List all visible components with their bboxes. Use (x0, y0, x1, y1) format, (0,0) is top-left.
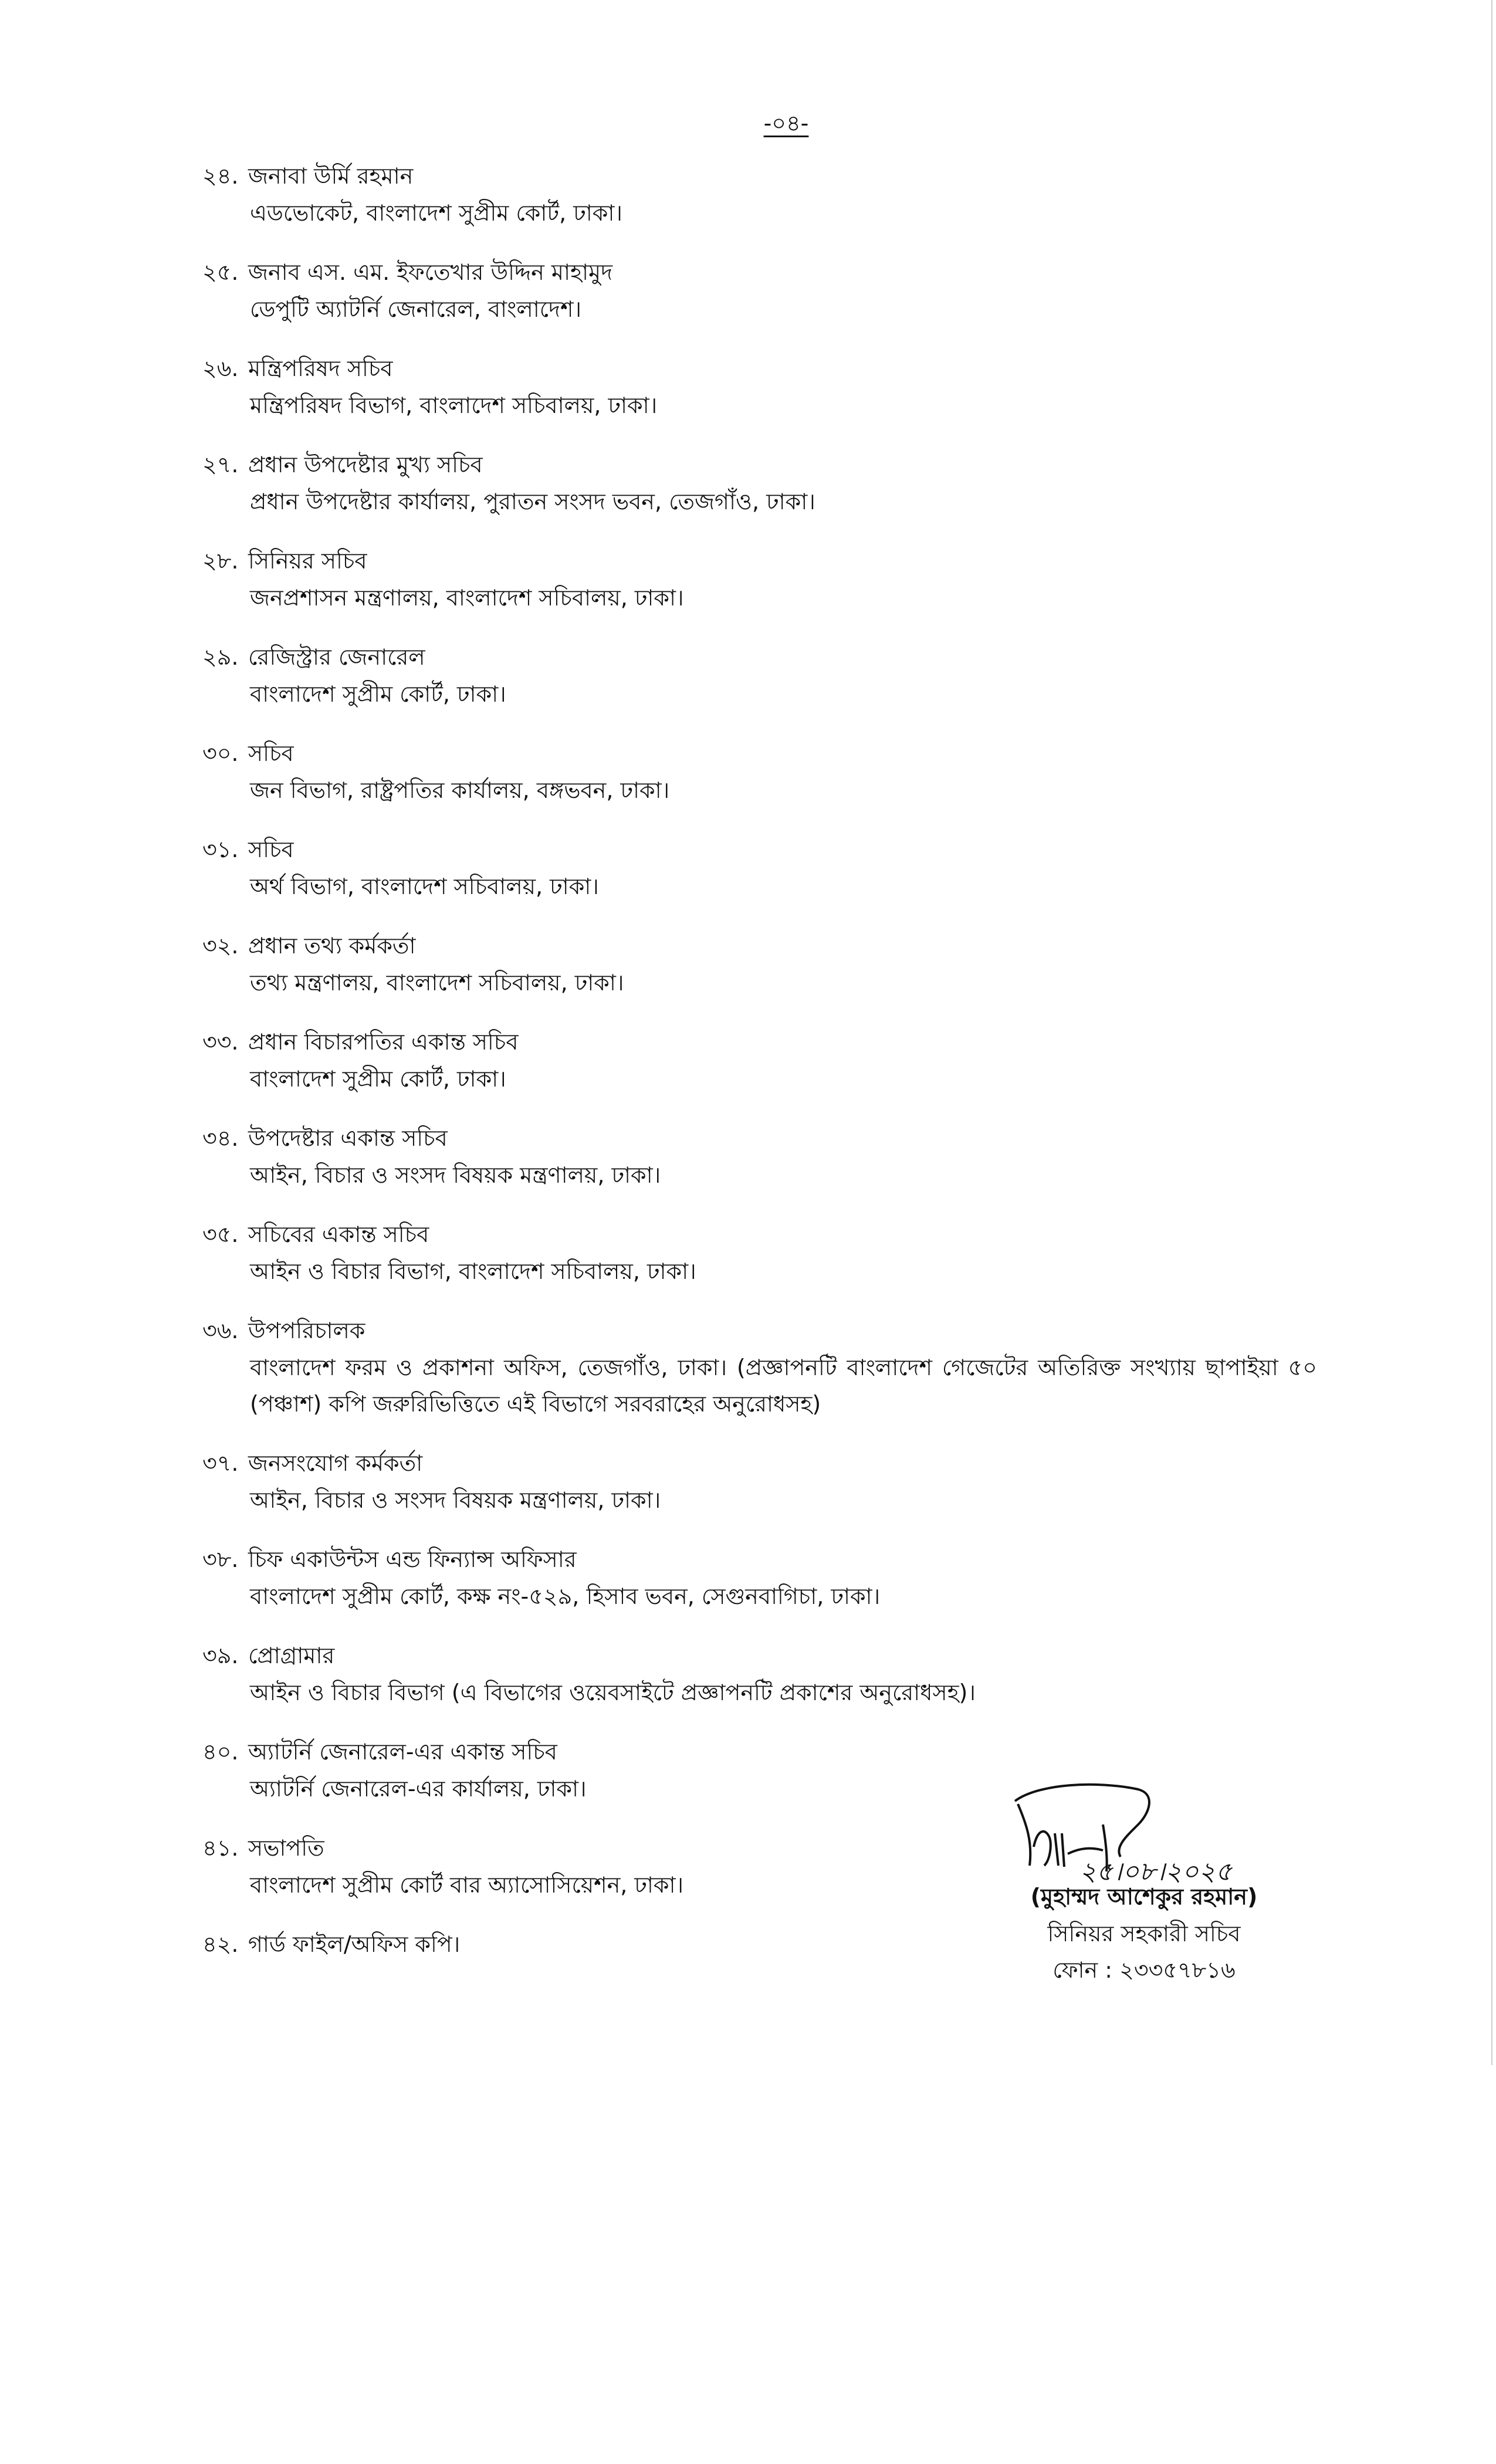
item-number: ৩১. (202, 837, 239, 862)
item-detail: বাংলাদেশ সুপ্রীম কোর্ট, ঢাকা। (250, 1066, 506, 1092)
item-title: রেজিস্ট্রার জেনারেল (248, 644, 425, 670)
item-number: ২৯. (202, 644, 239, 670)
item-detail: জন বিভাগ, রাষ্ট্রপতির কার্যালয়, বঙ্গভবন, ঢাকা। (250, 777, 670, 803)
item-detail: ডেপুটি অ্যাটর্নি জেনারেল, বাংলাদেশ। (250, 296, 582, 322)
signer-phone: ফোন : ২৩৩৫৭৮১৬ (1052, 1957, 1236, 1983)
signature-date: ২৫।০৮।২০২৫ (1079, 1857, 1233, 1887)
item-title: সভাপতি (248, 1835, 324, 1861)
item-number: ৩৮. (202, 1546, 239, 1572)
list-item (202, 927, 1317, 1001)
item-title: চিফ একাউন্টস এন্ড ফিন্যান্স অফিসার (248, 1546, 577, 1572)
item-detail: আইন, বিচার ও সংসদ বিষয়ক মন্ত্রণালয়, ঢাকা। (250, 1162, 661, 1188)
item-title: জনসংযোগ কর্মকর্তা (248, 1450, 423, 1476)
list-item (202, 1312, 1317, 1422)
item-title: প্রোগ্রামার (248, 1643, 335, 1668)
page-number: -০৪- (763, 110, 809, 136)
item-number: ২৪. (202, 163, 239, 189)
signer-name: (মুহাম্মদ আশেকুর রহমান) (1030, 1884, 1258, 1910)
item-number: ২৭. (202, 452, 239, 478)
list-item (202, 638, 1317, 712)
item-title: প্রধান তথ্য কর্মকর্তা (248, 933, 416, 959)
item-number: ৪০. (202, 1739, 239, 1765)
item-title: উপদেষ্টার একান্ত সচিব (248, 1125, 448, 1151)
item-number: ৪২. (202, 1931, 239, 1957)
item-number: ২৬. (202, 356, 239, 381)
list-item (202, 1119, 1317, 1193)
item-detail: বাংলাদেশ সুপ্রীম কোর্ট, কক্ষ নং-৫২৯, হিসাব ভবন, সেগুনবাগিচা, ঢাকা। (250, 1583, 881, 1609)
list-item (202, 446, 1317, 520)
list-item (202, 1023, 1317, 1097)
list-item (202, 253, 1317, 327)
item-detail: বাংলাদেশ সুপ্রীম কোর্ট, ঢাকা। (250, 681, 506, 707)
list-item (202, 1541, 1317, 1615)
item-detail: এডভোকেট, বাংলাদেশ সুপ্রীম কোর্ট, ঢাকা। (250, 200, 622, 226)
list-item (202, 1637, 1317, 1711)
item-title: জনাব এস. এম. ইফতেখার উদ্দিন মাহামুদ (248, 259, 613, 285)
list-item (202, 157, 1317, 231)
distribution-list (202, 157, 1317, 1985)
list-item (202, 350, 1317, 424)
item-number: ৩৩. (202, 1029, 239, 1055)
list-item (202, 1216, 1317, 1289)
item-title: অ্যাটর্নি জেনারেল-এর একান্ত সচিব (248, 1739, 557, 1765)
item-detail: অর্থ বিভাগ, বাংলাদেশ সচিবালয়, ঢাকা। (250, 874, 599, 899)
list-item (202, 831, 1317, 905)
item-detail: বাংলাদেশ সুপ্রীম কোর্ট বার অ্যাসোসিয়েশন, ঢাকা। (250, 1872, 684, 1898)
item-number: ৩৯. (202, 1643, 239, 1668)
item-number: ২৫. (202, 259, 239, 285)
item-title: সিনিয়র সচিব (248, 548, 367, 574)
item-title: উপপরিচালক (248, 1318, 365, 1343)
item-title: মন্ত্রিপরিষদ সচিব (248, 356, 393, 381)
item-detail: প্রধান উপদেষ্টার কার্যালয়, পুরাতন সংসদ ভবন, তেজগাঁও, ঢাকা। (250, 489, 815, 515)
signer-designation: সিনিয়র সহকারী সচিব (1047, 1921, 1241, 1947)
signature-block (1003, 1778, 1308, 2001)
item-detail: অ্যাটর্নি জেনারেল-এর কার্যালয়, ঢাকা। (250, 1776, 587, 1802)
list-item (202, 1444, 1317, 1518)
item-detail: আইন ও বিচার বিভাগ (এ বিভাগের ওয়েবসাইটে প্রজ্ঞাপনটি প্রকাশের অনুরোধসহ)। (250, 1680, 976, 1705)
item-title: সচিব (248, 837, 294, 862)
item-number: ২৮. (202, 548, 239, 574)
item-title: জনাবা উর্মি রহমান (248, 163, 414, 189)
item-detail: আইন, বিচার ও সংসদ বিষয়ক মন্ত্রণালয়, ঢাকা। (250, 1487, 661, 1513)
handwritten-signature (1003, 1778, 1308, 1895)
page-edge-line (1491, 0, 1492, 2065)
item-title: প্রধান উপদেষ্টার মুখ্য সচিব (248, 452, 483, 478)
list-item (202, 735, 1317, 808)
item-title: প্রধান বিচারপতির একান্ত সচিব (248, 1029, 519, 1055)
item-number: ৩৪. (202, 1125, 239, 1151)
item-detail: মন্ত্রিপরিষদ বিভাগ, বাংলাদেশ সচিবালয়, ঢাকা। (250, 392, 658, 418)
item-number: ৩২. (202, 933, 239, 959)
item-number: ৩০. (202, 740, 239, 766)
item-detail: বাংলাদেশ ফরম ও প্রকাশনা অফিস, তেজগাঁও, ঢাকা। (প্রজ্ঞাপনটি বাংলাদেশ গেজেটের অতিরিক্ত সংখ্যায় ছাপাইয়া ৫০ (পঞ্চাশ) কপি জরুরিভিত্তিতে এই বিভাগে সরবরাহের অনুরোধসহ) (250, 1355, 1317, 1417)
item-detail: জনপ্রশাসন মন্ত্রণালয়, বাংলাদেশ সচিবালয়, ঢাকা। (250, 585, 684, 611)
list-item (202, 542, 1317, 616)
item-number: ৪১. (202, 1835, 239, 1861)
item-number: ৩৫. (202, 1221, 239, 1247)
item-detail: আইন ও বিচার বিভাগ, বাংলাদেশ সচিবালয়, ঢাকা। (250, 1258, 696, 1284)
item-title: গার্ড ফাইল/অফিস কপি। (248, 1931, 461, 1957)
item-title: সচিব (248, 740, 294, 766)
item-detail: তথ্য মন্ত্রণালয়, বাংলাদেশ সচিবালয়, ঢাকা। (250, 970, 624, 996)
item-number: ৩৬. (202, 1318, 239, 1343)
item-title: সচিবের একান্ত সচিব (248, 1221, 429, 1247)
item-number: ৩৭. (202, 1450, 239, 1476)
